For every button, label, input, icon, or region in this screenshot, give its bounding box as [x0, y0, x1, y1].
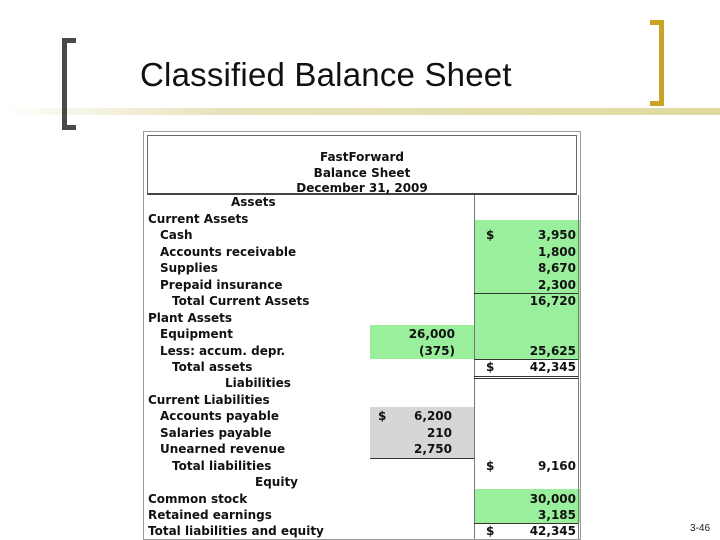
row-label: Total assets: [172, 360, 253, 374]
balance-sheet-table: [143, 131, 581, 540]
amount: 9,160: [538, 459, 576, 473]
statement-date: December 31, 2009: [296, 181, 428, 195]
amount: (375): [418, 344, 455, 358]
amount: 1,800: [538, 245, 576, 259]
table-row: [144, 194, 581, 211]
amount: 6,200: [414, 409, 452, 423]
row-label: Current Assets: [148, 212, 249, 226]
row-label: Total liabilities: [172, 459, 272, 473]
table-row: [144, 441, 581, 458]
amount: 8,670: [538, 261, 576, 275]
amount: 3,185: [538, 508, 576, 522]
table-row: [144, 458, 581, 475]
row-label: Total Current Assets: [172, 294, 310, 308]
dollar-sign: $: [486, 459, 495, 473]
amount: 16,720: [529, 294, 576, 308]
dollar-sign: $: [486, 360, 495, 374]
amount: 30,000: [529, 492, 576, 506]
table-row: [144, 293, 581, 310]
table-row: [144, 425, 581, 442]
slide-title: Classified Balance Sheet: [140, 56, 512, 93]
table-row: [144, 310, 581, 327]
row-label: Less: accum. depr.: [160, 344, 286, 358]
row-label: Unearned revenue: [160, 442, 286, 456]
table-row: [144, 474, 581, 491]
slide-number: 3-46: [690, 523, 711, 534]
amount: 26,000: [408, 327, 455, 341]
row-label: Common stock: [148, 492, 248, 506]
row-label: Current Liabilities: [148, 393, 270, 407]
table-row: [144, 244, 581, 261]
table-row: [144, 211, 581, 228]
table-row: [144, 375, 581, 392]
amount: 2,300: [538, 278, 576, 292]
table-row: [144, 227, 581, 244]
amount: 42,345: [529, 524, 576, 538]
row-label: Retained earnings: [148, 508, 272, 522]
row-label: Total liabilities and equity: [148, 524, 324, 538]
table-row: [144, 359, 581, 376]
table-row: [144, 260, 581, 277]
amount: 2,750: [414, 442, 452, 456]
company-name: FastForward: [319, 150, 405, 164]
dollar-sign: $: [486, 524, 495, 538]
row-label: Cash: [160, 228, 193, 242]
table-row: [144, 277, 581, 294]
table-row: [144, 491, 581, 508]
row-label: Accounts payable: [160, 409, 279, 423]
row-label: Equipment: [160, 327, 233, 341]
amount: 25,625: [529, 344, 576, 358]
table-row: [144, 326, 581, 343]
row-label: Plant Assets: [148, 311, 233, 325]
table-row: [144, 408, 581, 425]
row-label: Salaries payable: [160, 426, 272, 440]
amount: 210: [426, 426, 452, 440]
section-heading: Equity: [255, 475, 299, 489]
section-heading: Liabilities: [225, 376, 291, 390]
row-label: Accounts receivable: [160, 245, 297, 259]
amount: 42,345: [529, 360, 576, 374]
sheet-header: [147, 135, 577, 195]
table-row: [144, 392, 581, 409]
statement-name: Balance Sheet: [313, 166, 411, 180]
row-label: Supplies: [160, 261, 218, 275]
table-row: [144, 523, 581, 540]
title-underline-bar: [0, 108, 720, 115]
dollar-sign: $: [378, 409, 387, 423]
left-bracket-decoration: [62, 38, 76, 130]
dollar-sign: $: [486, 228, 495, 242]
amount: 3,950: [538, 228, 576, 242]
row-label: Prepaid insurance: [160, 278, 283, 292]
section-heading: Assets: [231, 195, 276, 209]
table-row: [144, 343, 581, 360]
right-bracket-decoration: [650, 20, 664, 106]
table-row: [144, 507, 581, 524]
